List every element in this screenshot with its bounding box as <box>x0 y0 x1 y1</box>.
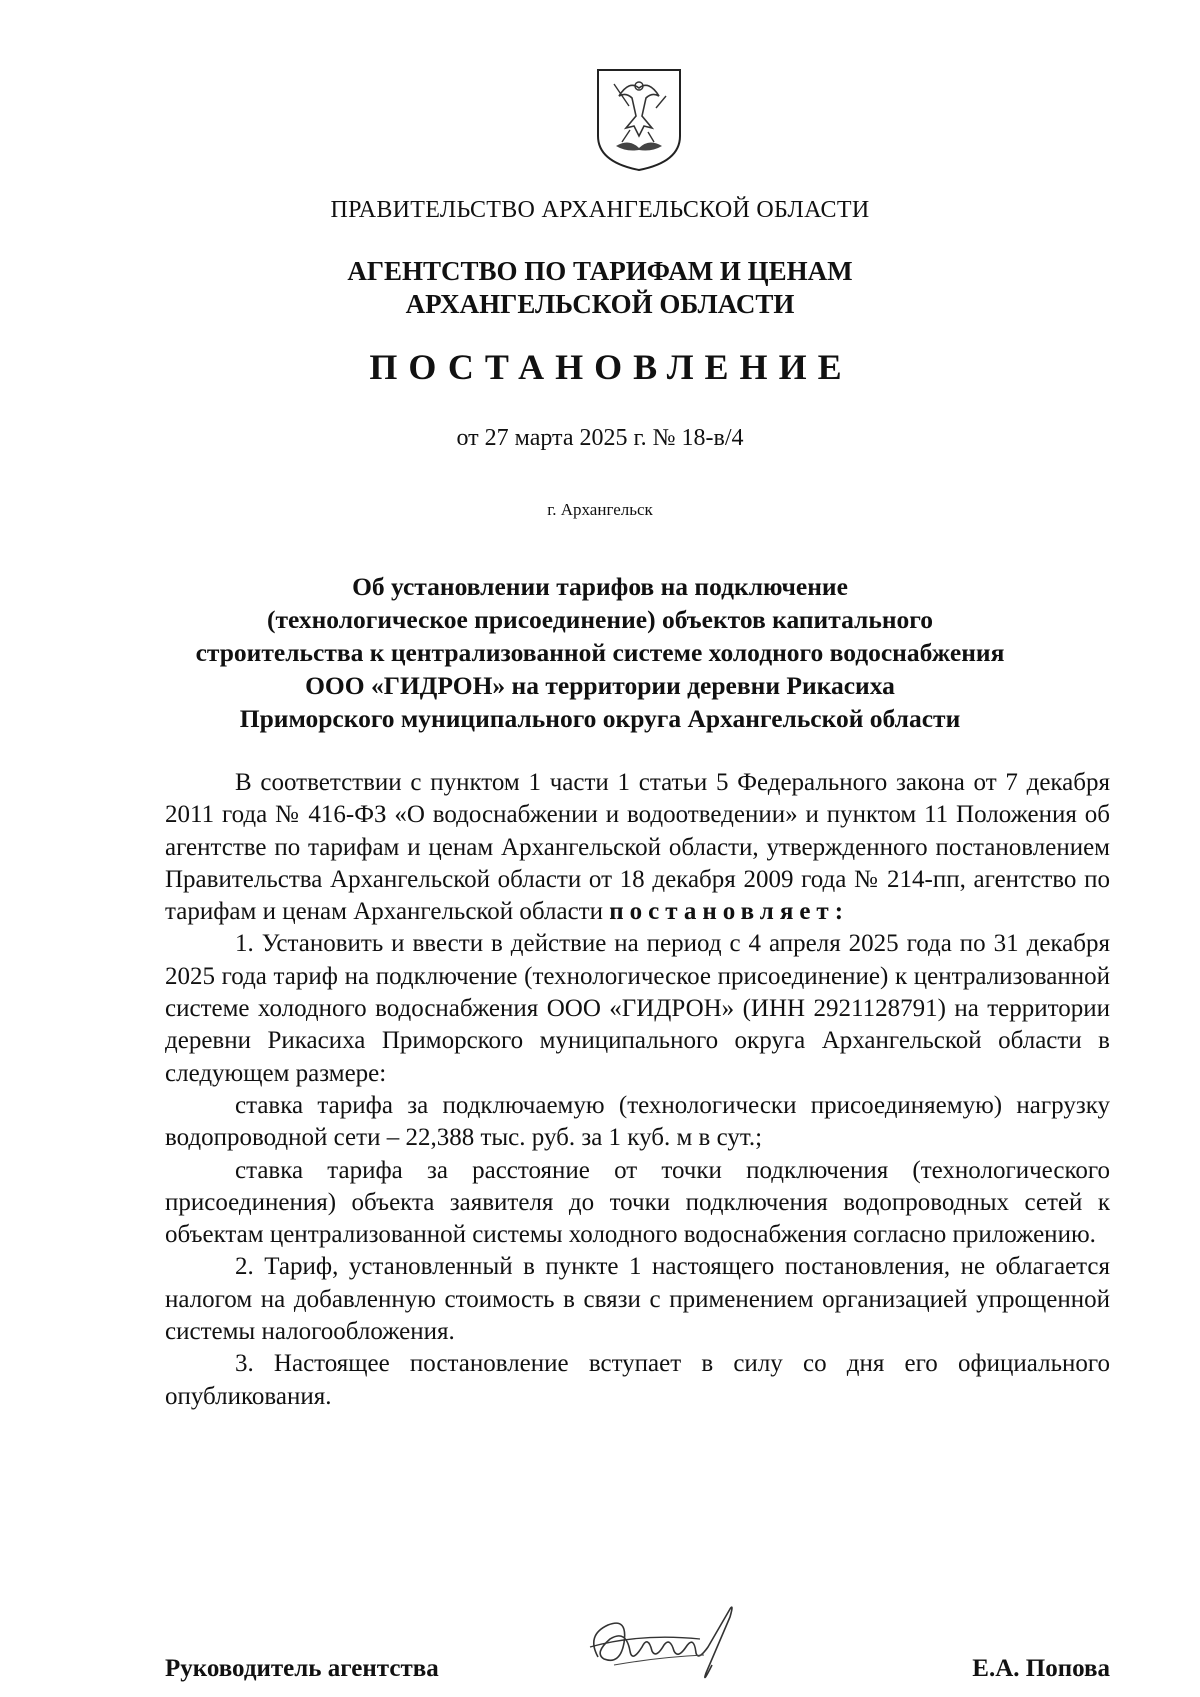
agency-name <box>0 255 1200 321</box>
handwritten-signature <box>580 1595 760 1695</box>
preamble-text: В соответствии с пунктом 1 части 1 статьи 5 Федерального закона от 7 декабря 2011 года № 416-ФЗ «О водоснабжении и водоотведении» и пунктом 11 Положения об агентстве по тарифам и ценам Архангельской области, утвержденного постановлением Правительства Архангельской области от 18 декабря 2009 года № 214-пп, агентство по тарифам и ценам Архангельской области <box>165 769 1110 926</box>
signature-lettering <box>0 0 1 1</box>
subject-line: Приморского муниципального округа Архангельской области <box>239 704 961 733</box>
government-name: ПРАВИТЕЛЬСТВО АРХАНГЕЛЬСКОЙ ОБЛАСТИ <box>330 197 870 223</box>
document-body <box>165 767 1110 1413</box>
decree-word: постановляет: <box>609 898 850 926</box>
document-type: ПОСТАНОВЛЕНИЕ <box>369 347 853 387</box>
preamble-paragraph <box>165 767 1110 928</box>
agency-name-line: АРХАНГЕЛЬСКОЙ ОБЛАСТИ <box>405 289 795 319</box>
document-city: г. Архангельск <box>547 500 653 519</box>
document-date-number: от 27 марта 2025 г. № 18-в/4 <box>456 425 744 451</box>
document-subject <box>0 570 1200 735</box>
rate-1-paragraph: ставка тарифа за подключаемую (технологически присоединяемую) нагрузку водопроводной сети – 22,388 тыс. руб. за 1 куб. м в сут.; <box>165 1091 1110 1152</box>
signatory-name: Е.А. Попова <box>972 1655 1110 1682</box>
item-3-paragraph: 3. Настоящее постановление вступает в силу со дня его официального опубликования. <box>165 1350 1110 1410</box>
item-1-paragraph: 1. Установить и ввести в действие на период с 4 апреля 2025 года по 31 декабря 2025 года тариф на подключение (технологическое присоединение) к централизованной системе холодного водоснабжения ООО «ГИДРОН» (ИНН 2921128791) на территории деревни Рикасиха Приморского муниципального округа Архангельской области в следующем размере: <box>165 930 1110 1087</box>
agency-name-line: АГЕНТСТВО ПО ТАРИФАМ И ЦЕНАМ <box>347 256 853 286</box>
rate-2-paragraph: ставка тарифа за расстояние от точки подключения (технологического присоединения) объекта заявителя до точки подключения водопроводных сетей к объектам централизованной системы холодного водоснабжения согласно приложению. <box>165 1156 1110 1249</box>
subject-line: ООО «ГИДРОН» на территории деревни Рикасиха <box>305 671 895 700</box>
subject-line: Об установлении тарифов на подключение <box>352 572 848 601</box>
item-2-paragraph: 2. Тариф, установленный в пункте 1 настоящего постановления, не облагается налогом на добавленную стоимость в связи с применением организацией упрощенной системы налогообложения. <box>165 1253 1110 1346</box>
subject-line: (технологическое присоединение) объектов капитального <box>267 605 933 634</box>
coat-of-arms-icon <box>594 66 684 174</box>
signatory-role: Руководитель агентства <box>165 1655 439 1682</box>
subject-line: строительства к централизованной системе холодного водоснабжения <box>195 638 1005 667</box>
